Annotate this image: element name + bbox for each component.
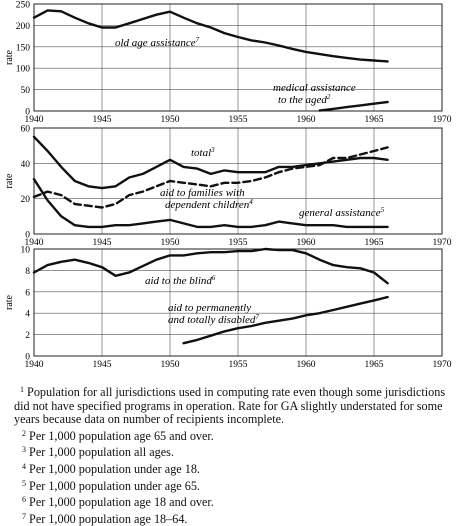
footnote-7: $^7$ Per 1,000 population age 18–64. — [22, 511, 188, 526]
panel-blind-aptd — [4, 246, 452, 371]
x-tick-label: 1940 — [24, 360, 44, 370]
x-tick-label: 1970 — [432, 360, 452, 370]
y-tick-label: 0 — [25, 107, 30, 118]
y-tick-label: 10 — [20, 245, 30, 256]
x-tick-label: 1955 — [228, 238, 248, 248]
y-tick-label: 60 — [20, 124, 30, 135]
y-tick-label: 6 — [25, 288, 30, 299]
series-label-medical-assistance-line1: medical assistance — [273, 82, 356, 94]
x-tick-label: 1960 — [296, 115, 316, 125]
y-tick-label: 250 — [15, 0, 30, 11]
y-tick-label: 100 — [15, 64, 30, 75]
y-tick-label: 20 — [20, 195, 30, 206]
x-tick-label: 1955 — [228, 115, 248, 125]
y-axis-label: rate — [4, 50, 15, 65]
y-tick-label: 150 — [15, 43, 30, 54]
y-axis-label: rate — [4, 295, 15, 310]
y-tick-label: 50 — [20, 86, 30, 97]
footnotes — [14, 383, 454, 526]
x-tick-label: 1950 — [160, 115, 180, 125]
series-label-aptd-line1: aid to permanently — [168, 302, 252, 314]
x-tick-label: 1965 — [364, 238, 384, 248]
x-tick-label: 1960 — [296, 238, 316, 248]
x-tick-label: 1945 — [92, 238, 112, 248]
x-tick-label: 1965 — [364, 115, 384, 125]
series-label-total: total$^3$ — [191, 146, 215, 159]
footnote-5: $^5$ Per 1,000 population under age 65. — [22, 478, 200, 493]
x-tick-label: 1950 — [160, 360, 180, 370]
series-label-afdc-line2: dependent children$^4$ — [165, 198, 253, 211]
x-tick-label: 1945 — [92, 360, 112, 370]
x-tick-label: 1950 — [160, 238, 180, 248]
y-tick-label: 2 — [25, 331, 30, 342]
x-tick-label: 1970 — [432, 115, 452, 125]
footnote-6: $^6$ Per 1,000 population age 18 and over. — [22, 495, 214, 510]
series-line-medical-assistance-to-the-aged — [320, 102, 388, 111]
y-tick-label: 200 — [15, 21, 30, 32]
series-label-general-assistance: general assistance$^5$ — [299, 206, 385, 219]
panel-total-afdc-ga — [4, 125, 452, 249]
series-label-aptd-line2: and totally disabled$^7$ — [168, 313, 259, 326]
y-tick-label: 40 — [20, 159, 30, 170]
footnote-3: $^3$ Per 1,000 population all ages. — [22, 445, 174, 460]
x-tick-label: 1955 — [228, 360, 248, 370]
footnote-2: $^2$ Per 1,000 population age 65 and over. — [22, 428, 214, 443]
series-label-afdc-line1: aid to families with — [160, 187, 245, 199]
x-tick-label: 1970 — [432, 238, 452, 248]
series-line-total — [34, 137, 388, 188]
panel-old-age-assistance — [4, 1, 452, 126]
x-tick-label: 1940 — [24, 238, 44, 248]
series-label-old-age-assistance: old age assistance$^7$ — [115, 36, 200, 49]
y-tick-label: 8 — [25, 266, 30, 277]
x-tick-label: 1960 — [296, 360, 316, 370]
footnote-4: $^4$ Per 1,000 population under age 18. — [22, 461, 200, 476]
x-tick-label: 1940 — [24, 115, 44, 125]
y-tick-label: 0 — [25, 352, 30, 363]
series-label-medical-assistance-line2: to the aged$^2$ — [278, 93, 331, 106]
x-tick-label: 1945 — [92, 115, 112, 125]
series-line-old-age-assistance — [34, 10, 388, 61]
x-tick-label: 1965 — [364, 360, 384, 370]
y-axis-label: rate — [4, 173, 15, 189]
series-label-aid-to-blind: aid to the blind$^6$ — [145, 274, 216, 287]
y-tick-label: 0 — [25, 230, 30, 241]
y-tick-label: 4 — [25, 309, 30, 320]
footnote-1: $^1$ Population for all jurisdictions used in computing rate even though some jurisdictions did not have specified programs in operation. Rate for GA slightly understated for some years because data on number of recipients incomplete. — [14, 385, 446, 427]
